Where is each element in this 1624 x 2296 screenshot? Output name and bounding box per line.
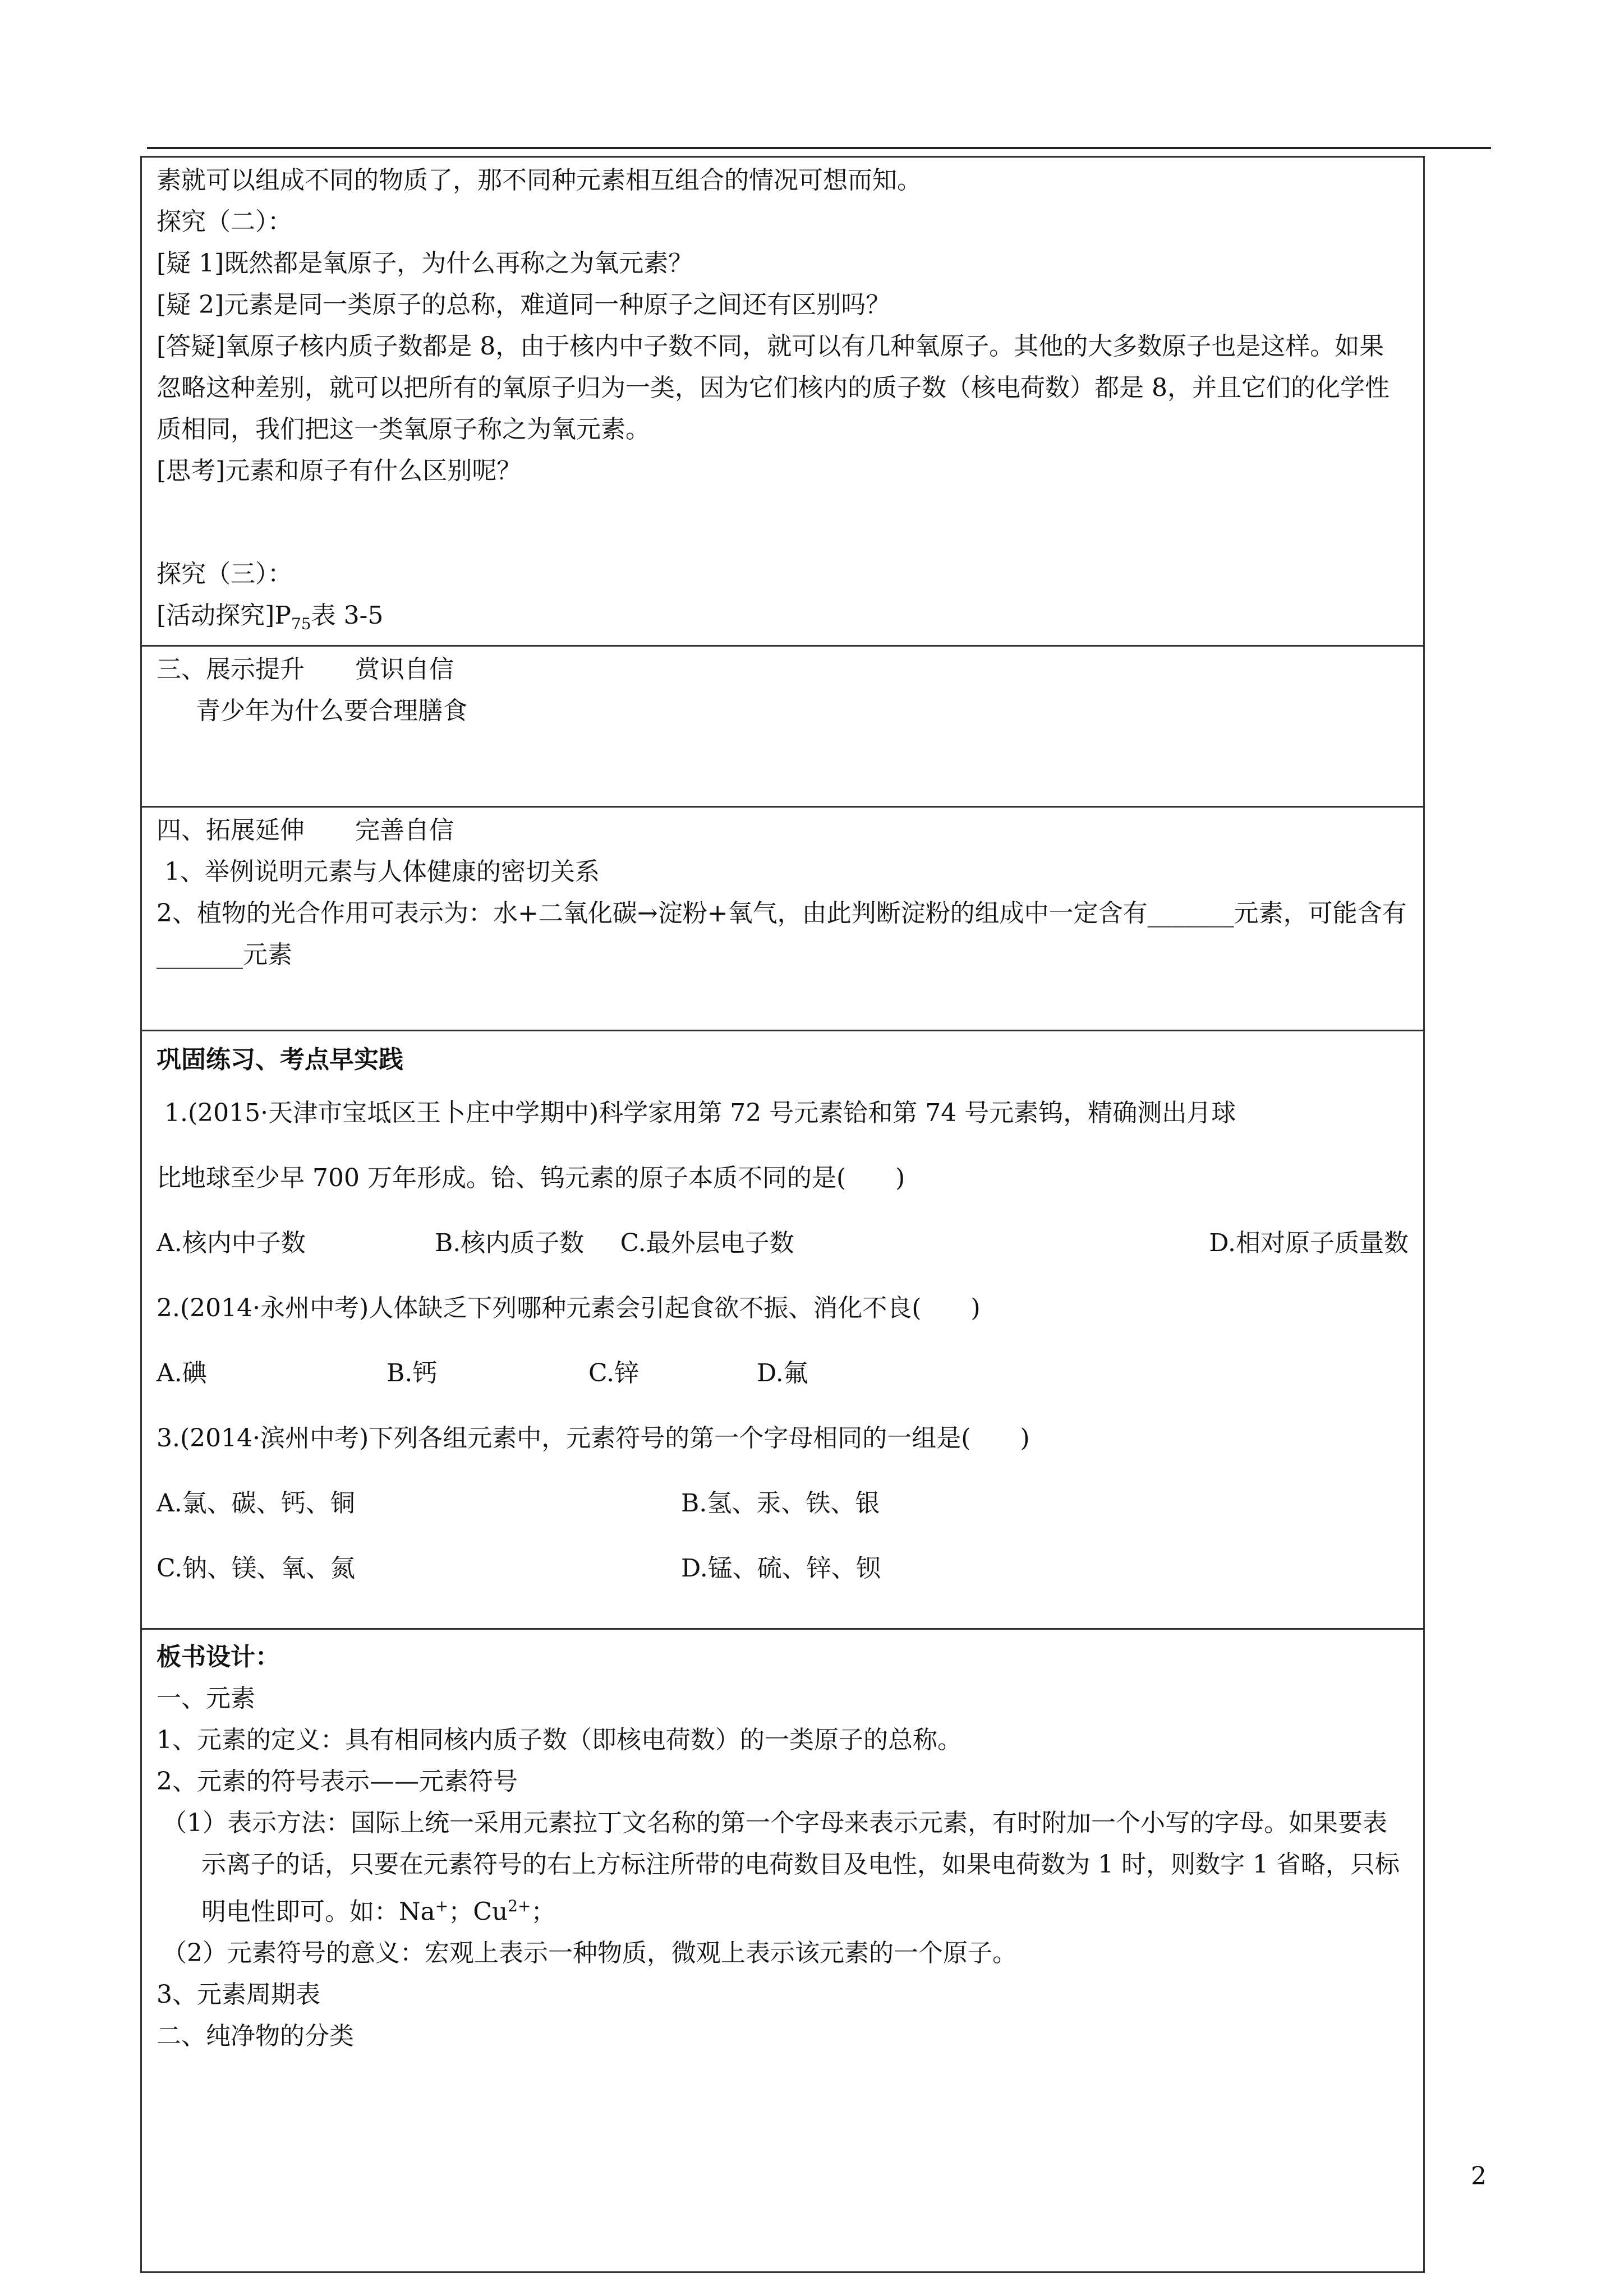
question-3-options-row-1 — [157, 1471, 1409, 1536]
question-1-options — [157, 1211, 1409, 1276]
extension-heading — [157, 810, 1409, 851]
ion-separator: ； — [448, 1897, 473, 1926]
cell-extension — [141, 806, 1424, 1030]
ion-na-charge: + — [435, 1896, 449, 1915]
cell-explore — [141, 157, 1424, 646]
row-practice — [141, 1030, 1424, 1629]
board-line-5: （2）元素符号的意义：宏观上表示一种物质，微观上表示该元素的一个原子。 — [162, 1939, 1017, 1968]
answer-paragraph: [答疑]氧原子核内质子数都是 8，由于核内中子数不同，就可以有几种氧原子。其他的大多数原子也是这样。如果忽略这种差别，就可以把所有的氧原子归为一类，因为它们核内的质子数（核电荷数）都是 8，并且它们的化学性质相同，我们把这一类氧原子称之为氧元素。 — [157, 332, 1390, 444]
q1-option-a: A.核内中子数 — [157, 1228, 306, 1257]
ion-cu: Cu — [473, 1897, 508, 1926]
q2-option-a: A.碘 — [157, 1358, 207, 1387]
question-3-options-row-2 — [157, 1536, 1409, 1601]
extension-heading-b: 完善自信 — [355, 815, 454, 845]
board-line-4-text: （1）表示方法：国际上统一采用元素拉丁文名称的第一个字母来表示元素，有时附加一个小写的字母。如果要表示离子的话，只要在元素符号的右上方标注所带的电荷数目及电性，如果电荷数为 1 时，则数字 1 省略，只标明电性即可。如： — [162, 1808, 1400, 1926]
question-3-stem: 3.(2014·滨州中考)下列各组元素中，元素符号的第一个字母相同的一组是( ) — [157, 1423, 1030, 1453]
q2-option-c: C.锌 — [588, 1358, 640, 1387]
lesson-table — [140, 156, 1425, 2273]
q1-option-d: D.相对原子质量数 — [1209, 1228, 1409, 1257]
explore3-title: 探究（三）： — [157, 560, 292, 588]
showcase-heading-a: 三、展示提升 — [157, 654, 305, 684]
board-heading: 板书设计： — [157, 1642, 280, 1671]
row-board — [141, 1629, 1424, 2272]
q1-option-b: B.核内质子数 — [434, 1228, 585, 1257]
q3-option-d: D.锰、硫、锌、钡 — [681, 1553, 881, 1583]
practice-heading: 巩固练习、考点早实践 — [157, 1045, 403, 1074]
row-explore — [141, 157, 1424, 646]
row-showcase — [141, 646, 1424, 806]
activity-line — [157, 595, 1409, 645]
activity-prefix: [活动探究]P — [157, 601, 291, 630]
continuation-text: 素就可以组成不同的物质了，那不同种元素相互组合的情况可想而知。 — [157, 166, 922, 195]
cell-practice — [141, 1030, 1424, 1629]
q2-option-b: B.钙 — [387, 1358, 438, 1387]
page-number: 2 — [1471, 2162, 1487, 2191]
think-question: [思考]元素和原子有什么区别呢？ — [157, 457, 522, 485]
doubt-2: [疑 2]元素是同一类原子的总称，难道同一种原子之间还有区别吗？ — [157, 291, 891, 319]
question-1-line-2: 比地球至少早 700 万年形成。铪、钨元素的原子本质不同的是( ) — [157, 1163, 905, 1192]
cell-board — [141, 1629, 1424, 2272]
board-line-4 — [157, 1802, 1409, 1933]
blank-space — [157, 492, 1409, 554]
board-line-3: 2、元素的符号表示——元素符号 — [157, 1767, 518, 1796]
doubt-1: [疑 1]既然都是氧原子，为什么再称之为氧元素？ — [157, 249, 693, 278]
q3-option-c: C.钠、镁、氧、氮 — [157, 1553, 356, 1583]
row-extension — [141, 806, 1424, 1030]
extension-heading-a: 四、拓展延伸 — [157, 815, 305, 845]
activity-subscript: 75 — [291, 614, 311, 633]
cell-showcase — [141, 646, 1424, 806]
q3-option-a: A.氯、碳、钙、铜 — [157, 1488, 355, 1518]
q3-option-b: B.氢、汞、铁、银 — [681, 1488, 880, 1518]
board-line-2: 1、元素的定义：具有相同核内质子数（即核电荷数）的一类原子的总称。 — [157, 1725, 962, 1754]
extension-item-1: 1、举例说明元素与人体健康的密切关系 — [164, 857, 600, 886]
showcase-heading — [157, 649, 1409, 690]
explore2-title: 探究（二）： — [157, 208, 292, 236]
question-2-options — [157, 1341, 1409, 1406]
q2-option-d: D.氟 — [757, 1358, 808, 1387]
ion-na: Na — [399, 1897, 435, 1926]
ion-cu-charge: 2+ — [508, 1896, 531, 1915]
showcase-text: 青少年为什么要合理膳食 — [196, 696, 467, 725]
board-line-1: 一、元素 — [157, 1684, 255, 1713]
board-line-7: 二、纯净物的分类 — [157, 2022, 354, 2051]
activity-suffix: 表 3-5 — [311, 601, 384, 630]
header-rule — [147, 147, 1491, 149]
q1-option-c: C.最外层电子数 — [620, 1228, 794, 1257]
extension-item-2: 2、植物的光合作用可表示为：水+二氧化碳→淀粉+氧气，由此判断淀粉的组成中一定含有_______元素，可能含有_______元素 — [157, 898, 1407, 969]
question-1-line-1: 1.(2015·天津市宝坻区王卜庄中学期中)科学家用第 72 号元素铪和第 74 号元素钨，精确测出月球 — [164, 1098, 1236, 1127]
board-line-6: 3、元素周期表 — [157, 1980, 320, 2009]
question-2-stem: 2.(2014·永州中考)人体缺乏下列哪种元素会引起食欲不振、消化不良( ) — [157, 1293, 981, 1322]
showcase-heading-b: 赏识自信 — [355, 654, 454, 684]
ion-end: ； — [531, 1897, 556, 1926]
